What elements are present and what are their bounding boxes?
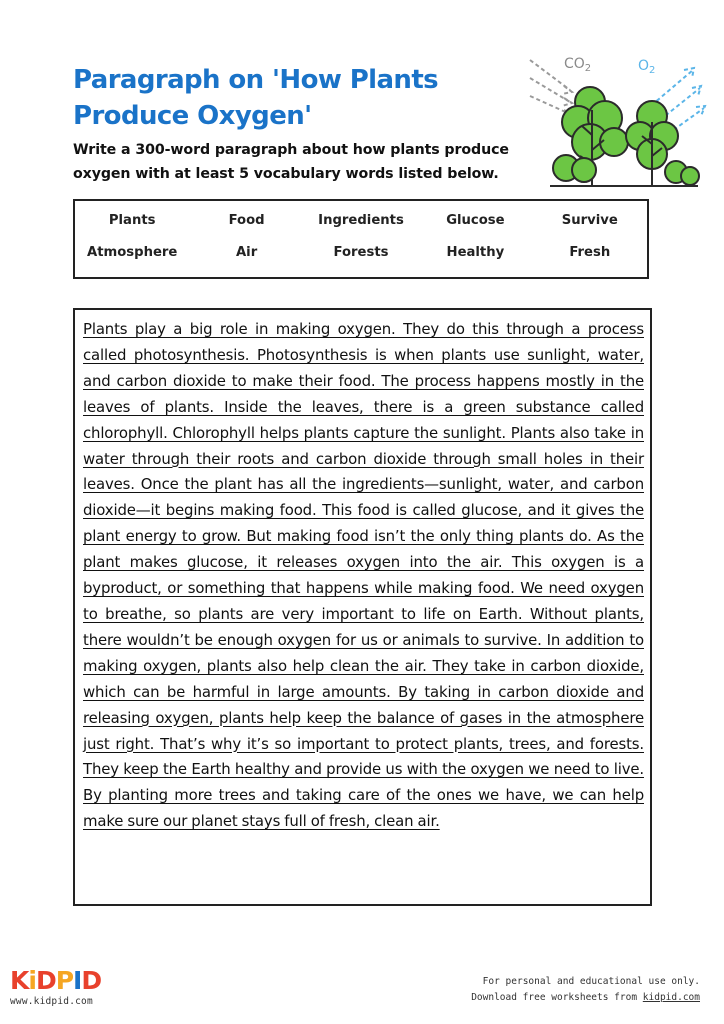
paragraph-text: Plants play a big role in making oxygen. They do this through a process called photosynthesis. Photosynthesis is when plants use sunlight, water, and carbon dioxide to make their food. The process happens mostly in the leaves of plants. Inside the leaves, there is a green substance called chlorophyll. Chlorophyll helps plants capture the sunlight. Plants also take in water through their roots and carbon dioxide through small holes in their leaves. Once the plant has all the ingredients—sunlight, water, and carbon dioxide—it begins making food. This food is called glucose, and it gives the plant energy to grow. But making food isn’t the only thing plants do. As the plant makes glucose, it releases oxygen into the air. This oxygen is a byproduct, or something that happens while making food. We need oxygen to breathe, so plants are very important to life on Earth. Without plants, there wouldn’t be enough oxygen for us or animals to survive. In addition to making oxygen, plants also help clean the air. They take in carbon dioxide, which can be harmful in large amounts. By taking in carbon dioxide and releasing oxygen, plants help keep the balance of gases in the atmosphere just right. That’s why it’s so important to protect plants, trees, and forests. They keep the Earth healthy and provide us with the oxygen we need to live. By planting more trees and taking care of the ones we have, we can help make sure our planet stays full of fresh, clean air.: [83, 320, 644, 831]
vocabulary-box: [73, 199, 649, 279]
vocab-word: Air: [235, 245, 258, 260]
photosynthesis-illustration: [528, 50, 708, 190]
vocab-word: Ingredients: [318, 213, 404, 228]
instructions: Write a 300-word paragraph about how plants produce oxygen with at least 5 vocabulary words listed below.: [73, 142, 509, 182]
vocab-word: Forests: [333, 245, 389, 260]
vocab-word: Glucose: [446, 213, 505, 228]
footer-note: [471, 974, 700, 1006]
logo-letter: D: [81, 966, 102, 995]
logo-url[interactable]: www.kidpid.com: [10, 996, 93, 1007]
logo-letter: D: [35, 966, 56, 995]
logo-letter: K: [10, 966, 29, 995]
logo-wordmark: [10, 967, 101, 995]
paragraph-box: [73, 308, 652, 906]
vocab-word: Survive: [561, 213, 618, 228]
vocab-word: Food: [228, 213, 265, 228]
kidpid-logo: [10, 967, 101, 1007]
logo-letter: I: [73, 966, 82, 995]
o2-label: $O_2$: [638, 58, 656, 76]
vocab-word: Plants: [108, 213, 156, 228]
footer-usage-line: For personal and educational use only.: [482, 976, 700, 987]
footer-download-line: [471, 990, 700, 1006]
vocab-word: Fresh: [569, 245, 611, 260]
footer-download-prefix: Download free worksheets from: [471, 992, 638, 1003]
logo-letter: i: [28, 966, 36, 995]
trees-icon: [550, 87, 699, 186]
page-title: Paragraph on 'How Plants Produce Oxygen': [73, 65, 439, 131]
footer-link[interactable]: kidpid.com: [642, 992, 700, 1003]
vocab-word: Healthy: [446, 245, 505, 260]
co2-label: $CO_2$: [564, 56, 592, 74]
vocab-word: Atmosphere: [87, 245, 178, 260]
logo-letter: P: [55, 966, 74, 995]
